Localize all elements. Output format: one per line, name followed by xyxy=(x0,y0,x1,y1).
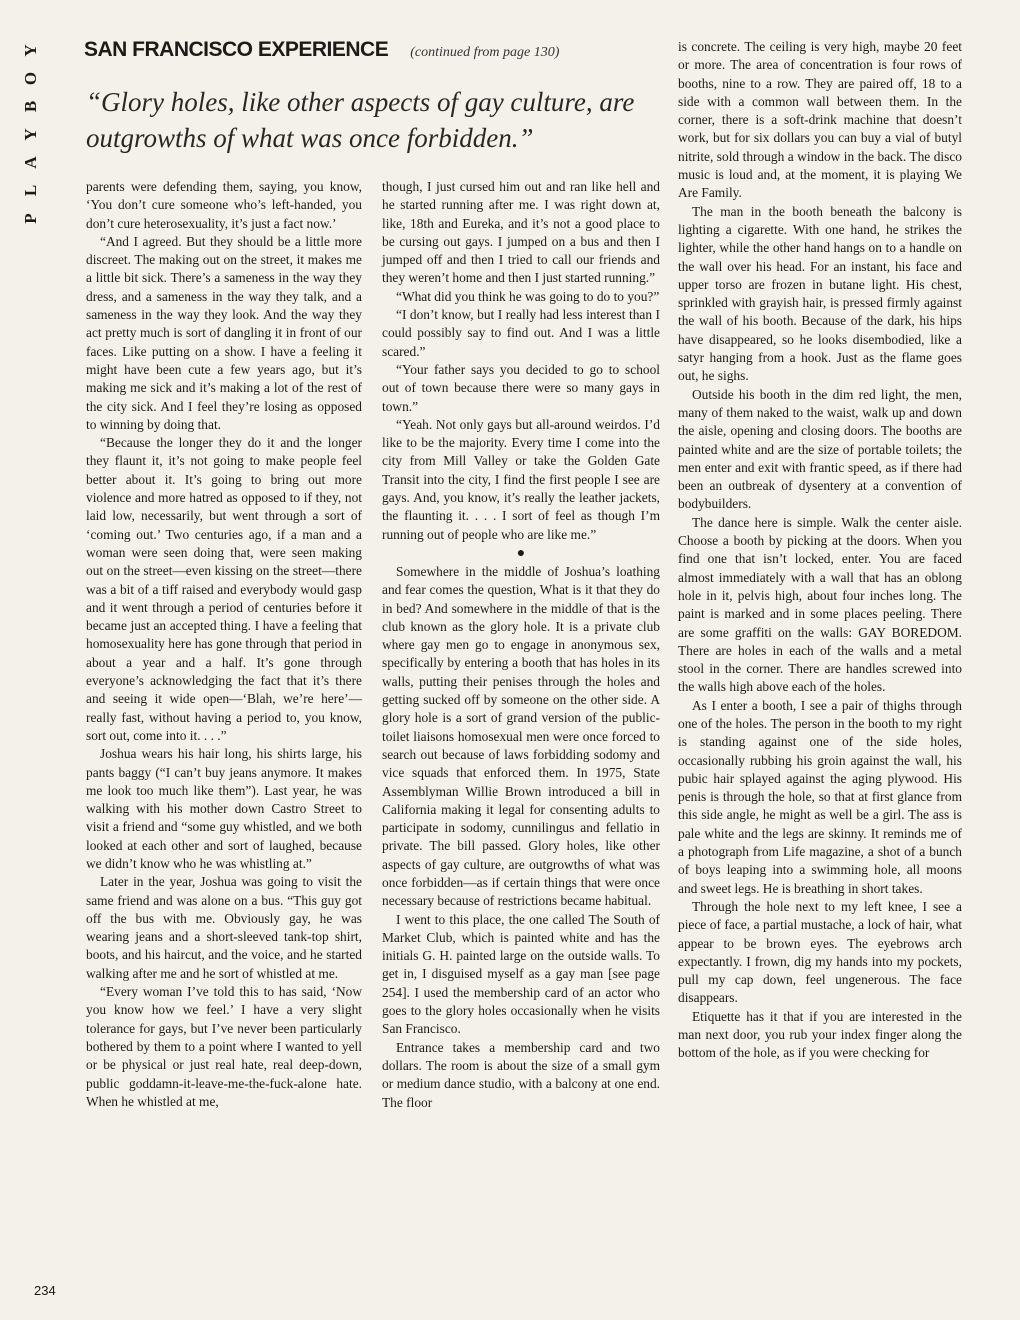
paragraph: Etiquette has it that if you are interested in the man next door, you rub your index finger along the bottom of the hole, as if you were checking for xyxy=(678,1008,962,1061)
text-column-1 xyxy=(86,178,362,1111)
paragraph: The dance here is simple. Walk the center aisle. Choose a booth by picking at the doors. When you find one that isn’t locked, enter. You are faced almost immediately with a wall that has an oblong hole in it, pelvis high, about four inches long. The paint is marked and in some places peeling. There are some graffiti on the walls: GAY BOREDOM. There are holes in each of the walls and a metal stool in the corner. There are handles screwed into the walls high above each of the holes. xyxy=(678,514,962,695)
paragraph: I went to this place, the one called The South of Market Club, which is painted white and has the initials G. H. painted large on the outside walls. To get in, I disguised myself as a gay man [see page 254]. I used the membership card of an actor who goes to the glory holes occasionally when he visits San Francisco. xyxy=(382,911,660,1037)
paragraph: As I enter a booth, I see a pair of thighs through one of the holes. The person in the booth to my right is standing against one of the side holes, occasionally rubbing his groin against the wall, his pubic hair splayed against the aging plywood. His penis is through the hole, so that at first glance from this side angle, he might as well be a girl. The ass is pale white and the legs are skinny. It reminds me of a photograph from Life magazine, a shot of a bunch of boys leaping into a swimming hole, all moons and sweet legs. He is breathing in short takes. xyxy=(678,697,962,896)
magazine-letter: P xyxy=(21,212,40,224)
paragraph: “What did you think he was going to do to you?” xyxy=(396,288,660,304)
paragraph: Through the hole next to my left knee, I see a piece of face, a partial mustache, a lock of hair, what appear to be brown eyes. The eyebrows arch expectantly. I frown, dig my hands into my pockets, pull my cap down, feel ungenerous. The face disappears. xyxy=(678,898,962,1006)
text-column-2 xyxy=(382,178,660,1112)
magazine-letter: A xyxy=(21,155,40,169)
paragraph: “And I agreed. But they should be a little more discreet. The making out on the street, it makes me a little bit sick. There’s a sameness in the way they dress, and a sameness in the way they talk, and a sameness in the way they look. And the way they act pretty much is sort of dangling it in front of our faces. Like putting on a show. I have a feeling it might have been cute a few years ago, but it’s making me sick and it’s making a lot of the rest of the city sick. And I feel they’re losing as opposed to winning by doing that. xyxy=(86,233,362,432)
magazine-name-vertical xyxy=(14,36,48,232)
paragraph: “Every woman I’ve told this to has said, ‘Now you know how we feel.’ I have a very slight tolerance for gays, but I’ve never been particularly bothered by them to a point where I wanted to yell or be physical or just real hate, real deep-down, public goddamn-it-leave-me-the-fuck-alone hate. When he whistled at me, xyxy=(86,984,362,1109)
article-title: SAN FRANCISCO EXPERIENCE xyxy=(84,38,389,61)
paragraph: “I don’t know, but I really had less interest than I could possibly say to find out. And I was a little scared.” xyxy=(382,307,660,359)
paragraph: is concrete. The ceiling is very high, maybe 20 feet or more. The area of concentration is four rows of booths, nine to a row. They are paired off, 18 to a side with a common wall between them. In the corner, there is a soft-drink machine that doesn’t work, but for six dollars you can buy a vial of butyl nitrite, sold through a window in the back. The disco music is loud and, at the moment, it is playing We Are Family. xyxy=(678,39,962,201)
article-header xyxy=(84,38,664,72)
magazine-letter: B xyxy=(21,99,40,113)
magazine-letter: L xyxy=(21,183,40,197)
magazine-letter: O xyxy=(21,70,40,86)
paragraph: Joshua wears his hair long, his shirts large, his pants baggy (“I can’t buy jeans anymore. It makes me look too much like them”). Last year, he was walking with his mother down Castro Street to visit a friend and “some guy whistled, and we both looked at each other and sort of laughed, because we didn’t know who he was whistling at.” xyxy=(86,746,362,871)
paragraph: Later in the year, Joshua was going to visit the same friend and was alone on a bus. “This guy got off the bus with me. Obviously gay, he was wearing jeans and a short-sleeved tank-top shirt, boots, and his haircut, and the voice, and he started walking after me and he sort of whistled at me. xyxy=(86,874,362,981)
paragraph: Somewhere in the middle of Joshua’s loathing and fear comes the question, What is it that they do in bed? And somewhere in the middle of that is the club known as the glory hole. It is a private club where gay men go to engage in anonymous sex, specifically by entering a booth that has holes in its walls, putting their penises through the holes and getting sucked off by someone on the other side. A glory hole is a sort of grand version of the public-toilet liaisons homosexual men were once forced to search out because of laws forbidding sodomy and vice squads that enforced them. In 1975, State Assemblyman Willie Brown introduced a bill in California making it legal for consenting adults to participate in sodomy, cunnilingus and fellatio in private. The bill passed. Glory holes, like other aspects of gay culture, are outgrowths of what was once forbidden—as if certain things that were once necessary because of restrictions became habitual. xyxy=(382,563,660,909)
text-column-3 xyxy=(678,38,962,1063)
pull-quote: “Glory holes, like other aspects of gay culture, are outgrowths of what was once forbidden.” xyxy=(86,87,635,153)
paragraph: parents were defending them, saying, you know, ‘You don’t cure someone who’s left-handed, you don’t cure heterosexuality, it’s just a fact now.’ xyxy=(86,179,362,231)
page-number: 234 xyxy=(34,1283,56,1298)
paragraph: “Because the longer they do it and the longer they flaunt it, it’s not going to make people feel better about it. It’s going to bring out more violence and more hatred as opposed to if they, not laid low, necessarily, but went through a sort of ‘coming out.’ Two centuries ago, if a man and a woman were seen doing that, were seen making out on the street—even kissing on the street—there was a bit of a tiff raised and everybody would gasp and it went through a period of centuries before it became just an accepted thing. I have a feeling that homosexuality here has gone through that period in about a year and a half. It’s gone through everyone’s acknowledging the fact that it’s there and seeing it wide open—‘Blah, we’re here’—really fast, without having a period to, you know, sort out, come into it. . . .” xyxy=(86,435,362,743)
paragraph: though, I just cursed him out and ran like hell and he started running after me. I was right down at, like, 18th and Eureka, and it’s not a good place to be cursing out gays. I jumped on a bus and then I jumped off and then I tried to call our friends and they weren’t home and then I just started running.” xyxy=(382,179,660,286)
magazine-letter: Y xyxy=(21,43,40,57)
magazine-letter: Y xyxy=(21,127,40,141)
section-break-bullet: ● xyxy=(516,545,526,561)
paragraph: The man in the booth beneath the balcony is lighting a cigarette. With one hand, he strikes the lighter, while the other hand hangs on to a handle on the wall over his head. For an instant, his face and upper torso are frozen in butane light. His chest, sprinkled with grayish hair, is pressed firmly against the wall of his booth. Because of the dark, his hips have disappeared, so he looks disembodied, like a satyr hanging from a hook. Just as the flame goes out, he sighs. xyxy=(678,203,962,384)
paragraph: Outside his booth in the dim red light, the men, many of them naked to the waist, walk up and down the aisle, opening and closing doors. The booths are painted white and are the size of portable toilets; the men enter and exit with frantic speed, as if there had been an outbreak of dysentery at a convention of bodybuilders. xyxy=(678,386,962,512)
paragraph: “Yeah. Not only gays but all-around weirdos. I’d like to be the majority. Every time I come into the city from Mill Valley or take the Golden Gate Transit into the city, I find the first people I see are gays. And, you know, it’s really the leather jackets, the flaunting it. . . . I sort of feel as though I’m running out of people who are like me.” xyxy=(382,416,660,542)
continued-note: (continued from page 130) xyxy=(410,45,560,60)
paragraph: Entrance takes a membership card and two dollars. The room is about the size of a small gym or medium dance studio, with a balcony at one end. The floor xyxy=(382,1039,660,1110)
paragraph: “Your father says you decided to go to school out of town because there were so many gays in town.” xyxy=(382,361,660,414)
